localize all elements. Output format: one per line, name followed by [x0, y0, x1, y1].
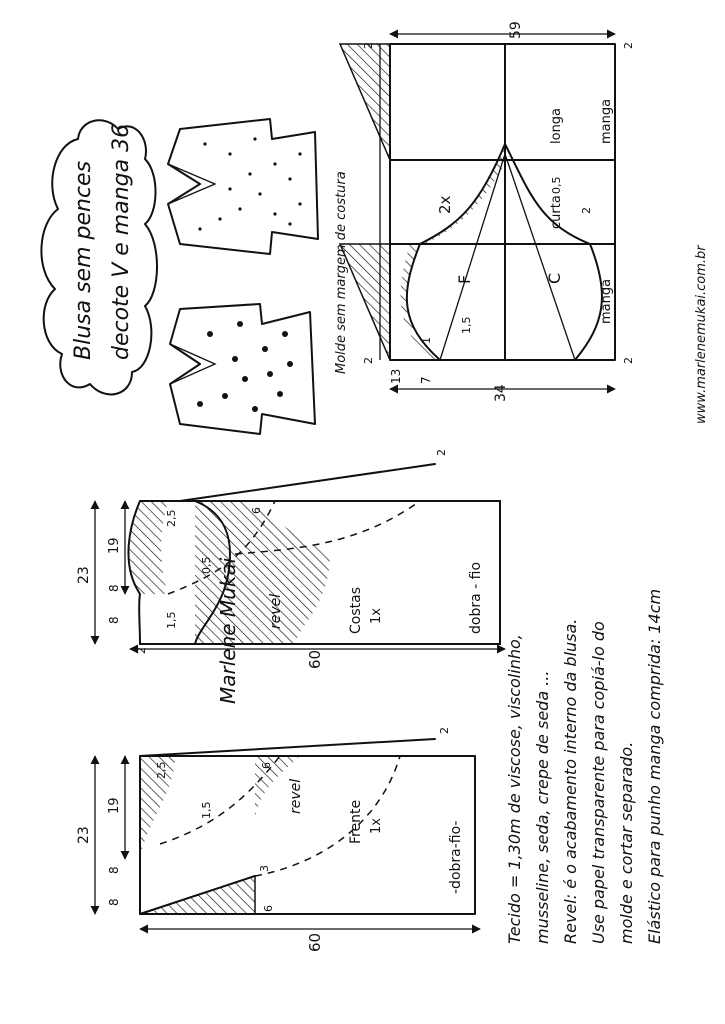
note-line: Tecido = 1,30m de viscose, viscolinho,: [505, 634, 524, 944]
front-hem-label: 2: [438, 727, 451, 734]
note-line: Elástico para punho manga comprida: 14cm: [645, 588, 664, 944]
website: www.marlenemukai.com.br: [694, 245, 709, 424]
sleeve-front-label: F: [455, 274, 474, 284]
front-mark-3: 3: [258, 865, 271, 872]
front-neck-label-1: 8: [107, 898, 121, 906]
blouse-illustration-floral: [170, 304, 315, 434]
sleeve-long-mark: longa: [549, 107, 564, 144]
sleeve-back-label: C: [545, 272, 564, 284]
sleeve-hem-label: 7: [419, 376, 433, 384]
back-hem-label: 2: [435, 449, 448, 456]
sleeve-curve-back-1: 2: [580, 207, 593, 214]
back-neck-label-2: 8: [107, 584, 121, 592]
model-note: Molde sem margem de costura: [334, 171, 349, 374]
back-mark-2-5: 2,5: [165, 509, 178, 527]
back-facing: revel: [268, 593, 284, 629]
title-cloud: [41, 120, 157, 394]
sleeve-curve-front-1: 1,5: [460, 316, 473, 334]
front-pattern: [76, 727, 480, 952]
front-bust-label: 23: [76, 826, 92, 844]
sleeve-hem-wedge-right: [340, 44, 390, 160]
back-mark-6: 6: [250, 507, 263, 514]
note-line: Use papel transparente para copiá-lo do: [589, 621, 608, 944]
back-hem-label-top: 2: [135, 647, 148, 654]
back-bust-label: 23: [76, 566, 92, 584]
front-name: Frente: [348, 799, 364, 844]
note-line: molde e cortar separado.: [617, 741, 636, 944]
sleeve-label-right: manga: [599, 98, 614, 144]
front-width-label: 60: [306, 932, 324, 952]
back-mark-0-5: 0,5: [200, 556, 213, 574]
blouse-illustration-dotted: [168, 119, 318, 254]
front-shoulder-label: 19: [107, 797, 122, 814]
front-fold: -dobra-fio-: [448, 820, 464, 894]
back-width-label: 60: [306, 649, 324, 669]
note-line: Revel: é o acabamento interno da blusa.: [561, 618, 580, 944]
title-line-2: decote V e manga 36: [109, 123, 134, 360]
front-mark-1-5: 1,5: [200, 801, 213, 819]
front-mark-2-5: 2,5: [155, 761, 168, 779]
sleeve-pattern: [340, 21, 635, 402]
sleeve-cap-height-label: 13: [389, 368, 403, 384]
front-neck-label-2: 8: [107, 866, 121, 874]
signature: Marlene Mukai: [216, 557, 240, 704]
front-facing: revel: [288, 778, 304, 814]
sleeve-hem-side-2: 2: [622, 42, 635, 49]
back-fold: dobra - fio: [468, 561, 484, 634]
sleeve-label-left: manga: [599, 278, 614, 324]
back-pattern: [76, 449, 505, 669]
front-mark-6: 6: [260, 762, 273, 769]
back-mark-1-5: 1,5: [165, 611, 178, 629]
front-mark-6b: 6: [262, 905, 275, 912]
sleeve-curve-back-2: 0,5: [550, 176, 563, 194]
notes: [505, 589, 664, 944]
back-shoulder-label: 19: [107, 537, 122, 554]
sleeve-hem-side-4: 2: [362, 42, 375, 49]
sleeve-curve-front-2: 1: [420, 337, 433, 344]
sleeve-hem-side-3: 2: [362, 357, 375, 364]
back-name: Costas: [348, 587, 364, 634]
sleeve-quantity: 2x: [436, 195, 454, 214]
sleeve-hem-side-1: 2: [622, 357, 635, 364]
sleeve-width-label: 59: [508, 21, 524, 39]
back-neck-label-1: 8: [107, 616, 121, 624]
sleeve-height-label: 34: [493, 384, 509, 402]
front-quantity: 1x: [369, 818, 384, 834]
sleeve-short-mark: curta: [549, 195, 564, 229]
note-line: musseline, seda, crepe de seda ...: [533, 670, 552, 944]
title-line-1: Blusa sem pences: [71, 160, 96, 360]
back-quantity: 1x: [369, 608, 384, 624]
